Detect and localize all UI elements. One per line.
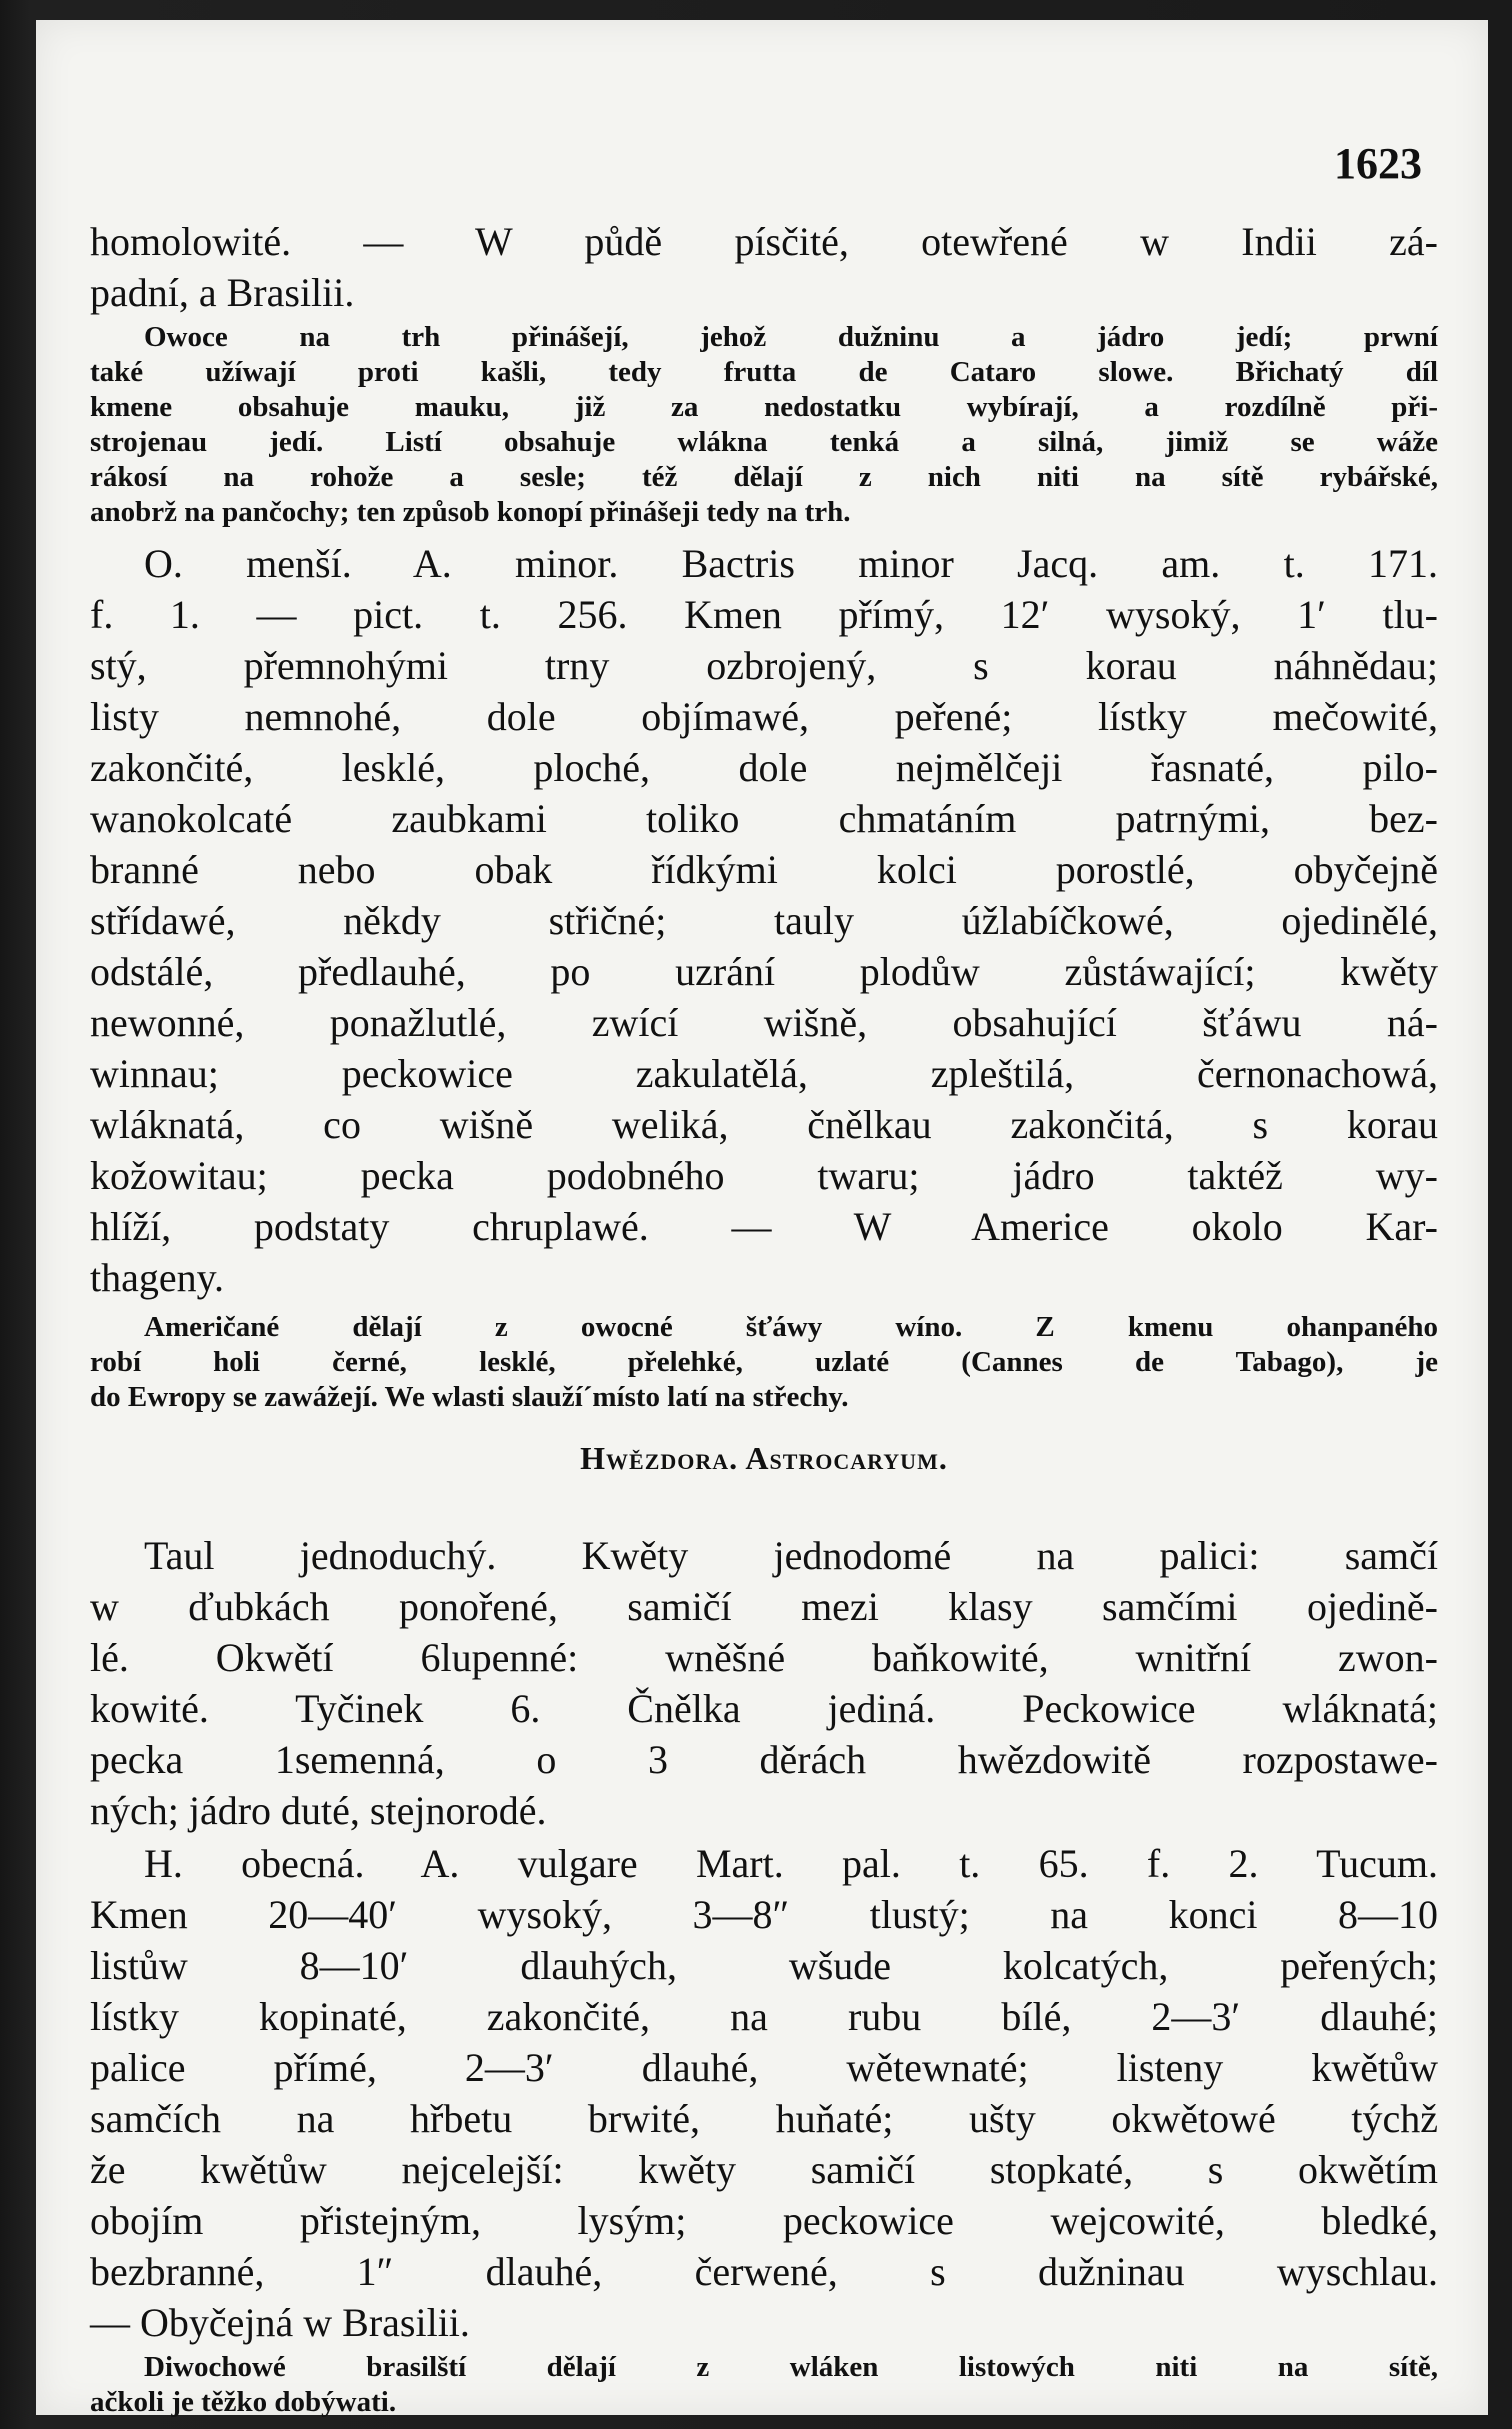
note-diwochowe (90, 2350, 1438, 2420)
text-line: odstálé, předlauhé, po uzrání plodůw zůstáwající; kwěty (90, 949, 1438, 994)
note-line: strojenau jedí. Listí obsahuje wlákna tenká a silná, jimiž se wáže (90, 426, 1438, 458)
note-line: Američané dělají z owocné šťáwy wíno. Z kmenu ohanpaného (144, 1311, 1438, 1343)
text-line: bezbranné, 1″ dlauhé, čerwené, s dužninau wyschlau. (90, 2249, 1438, 2294)
section-heading (90, 1440, 1438, 1477)
note-line: také užíwají proti kašli, tedy frutta de Cataro slowe. Břichatý díl (90, 356, 1438, 388)
text-line: Kmen 20—40′ wysoký, 3—8″ tlustý; na konci 8—10 (90, 1892, 1438, 1937)
text-line: lé. Okwětí 6lupenné: wněšné baňkowité, wnitřní zwon- (90, 1635, 1438, 1680)
text-line: Taul jednoduchý. Kwěty jednodomé na palici: samčí (144, 1533, 1438, 1578)
text-line: wanokolcaté zaubkami toliko chmatáním patrnými, bez- (90, 796, 1438, 841)
text-line: hlíží, podstaty chruplawé. — W Americe okolo Kar- (90, 1204, 1438, 1249)
text-line: obojím přistejným, lysým; peckowice wejcowité, bledké, (90, 2198, 1438, 2243)
text-line: kowité. Tyčinek 6. Čnělka jediná. Peckowice wláknatá; (90, 1686, 1438, 1731)
text-line: že kwětůw nejcelejší: kwěty samičí stopkaté, s okwětím (90, 2147, 1438, 2192)
text-line: palice přímé, 2—3′ dlauhé, wětewnaté; listeny kwětůw (90, 2045, 1438, 2090)
text-line: O. menší. A. minor. Bactris minor Jacq. am. t. 171. (144, 541, 1438, 586)
text-line: lístky kopinaté, zakončité, na rubu bílé, 2—3′ dlauhé; (90, 1994, 1438, 2039)
note-line: do Ewropy se zawážejí. We wlasti slaužíˊmísto latí na střechy. (90, 1381, 849, 1413)
text-line: pecka 1semenná, o 3 děrách hwězdowitě rozpostawe- (90, 1737, 1438, 1782)
book-page (36, 20, 1488, 2418)
text-line: winnau; peckowice zakulatělá, zpleštilá, černonachowá, (90, 1051, 1438, 1096)
text-line: thageny. (90, 1255, 225, 1300)
note-owoce (90, 320, 1438, 530)
text-line: — Obyčejná w Brasilii. (90, 2300, 470, 2345)
text-line: newonné, ponažlutlé, zwící wišně, obsahující šťáwu ná- (90, 1000, 1438, 1045)
note-line: robí holi černé, lesklé, přelehké, uzlaté (Cannes de Tabago), je (90, 1346, 1438, 1378)
paragraph-astrocaryum-vulgare (90, 1838, 1438, 2348)
text-line: w ďubkách ponořené, samičí mezi klasy samčími ojedině- (90, 1584, 1438, 1629)
text-line: listy nemnohé, dole objímawé, peřené; lístky mečowité, (90, 694, 1438, 739)
text-line: zakončité, lesklé, ploché, dole nejmělčeji řasnaté, pilo- (90, 745, 1438, 790)
note-line: Owoce na trh přinášejí, jehož dužninu a jádro jedí; prwní (144, 321, 1438, 353)
paragraph-bactris-minor (90, 538, 1438, 1303)
text-line: listůw 8—10′ dlauhých, wšude kolcatých, peřených; (90, 1943, 1438, 1988)
text-line: branné nebo obak řídkými kolci porostlé, obyčejně (90, 847, 1438, 892)
text-line: samčích na hřbetu brwité, huňaté; ušty okwětowé týchž (90, 2096, 1438, 2141)
paragraph-intro (90, 216, 1438, 318)
text-line: wláknatá, co wišně weliká, čnělkau zakončitá, s korau (90, 1102, 1438, 1147)
paragraph-genus-description (90, 1530, 1438, 1836)
text-line: střídawé, někdy střičné; tauly úžlabíčkowé, ojedinělé, (90, 898, 1438, 943)
text-line: f. 1. — pict. t. 256. Kmen přímý, 12′ wysoký, 1′ tlu- (90, 592, 1438, 637)
text-line: homolowité. — W půdě písčité, otewřené w Indii zá- (90, 219, 1438, 264)
text-line: padní, a Brasilii. (90, 270, 355, 315)
text-line: H. obecná. A. vulgare Mart. pal. t. 65. f. 2. Tucum. (144, 1841, 1438, 1886)
note-line: rákosí na rohože a sesle; též dělají z nich niti na sítě rybářské, (90, 461, 1438, 493)
note-line: kmene obsahuje mauku, již za nedostatku wybírají, a rozdílně při- (90, 391, 1438, 423)
note-line: ačkoli je těžko dobýwati. (90, 2386, 397, 2418)
note-line: Diwochowé brasilští dělají z wláken listowých niti na sítě, (144, 2351, 1438, 2383)
heading-astrocaryum: Hwězdora. Astrocaryum. (580, 1440, 948, 1476)
note-line: anobrž na pančochy; ten způsob konopí přinášeji tedy na trh. (90, 496, 851, 528)
page-number: 1623 (1334, 139, 1422, 188)
text-line: kožowitau; pecka podobného twaru; jádro taktéž wy- (90, 1153, 1438, 1198)
note-americane (90, 1310, 1438, 1415)
text-line: ných; jádro duté, stejnorodé. (90, 1788, 547, 1833)
text-line: stý, přemnohými trny ozbrojený, s korau náhnědau; (90, 643, 1438, 688)
